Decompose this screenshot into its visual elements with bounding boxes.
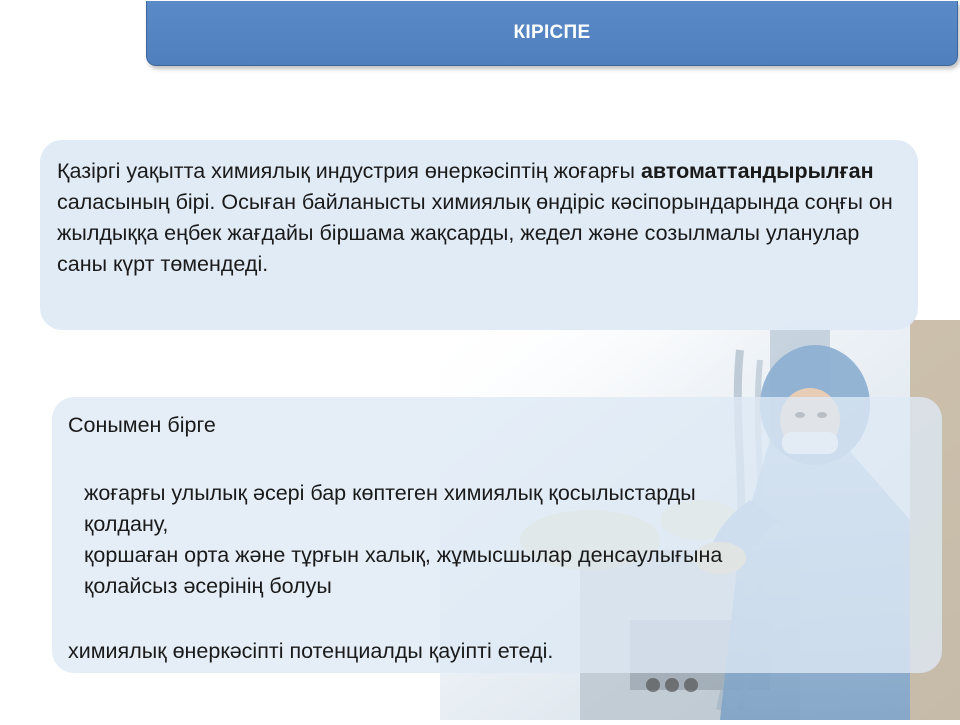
intro-text-start: Қазіргі уақытта химиялық индустрия өнеркәсіптің жоғарғы — [57, 159, 635, 183]
risk-item-1-line-2: қолдану, — [84, 512, 169, 536]
risks-conclusion: химиялық өнеркәсіпті потенциалды қауіпті етеді. — [68, 639, 554, 663]
intro-panel — [40, 140, 918, 330]
intro-bold-term: автоматтандырылған — [640, 159, 874, 183]
risks-lead: Сонымен бірге — [68, 413, 216, 437]
section-header-tab — [146, 1, 958, 66]
risk-item-2-line-2: қолайсыз әсерінің болуы — [84, 574, 332, 598]
intro-paragraph — [57, 156, 907, 280]
section-title: КІРІСПЕ — [513, 22, 591, 43]
risk-item-2-line-1: қоршаған орта және тұрғын халық, жұмысшылар денсаулығына — [84, 543, 723, 567]
intro-text-end: саласының бірі. Осыған байланысты химиялық өндіріс кәсіпорындарында соңғы он жылдыққа еңбек жағдайы біршама жақсарды, жедел және созылмалы уланулар саны күрт төмендеді. — [57, 190, 893, 276]
risk-item-1-line-1: жоғарғы улылық әсері бар көптеген химиялық қосылыстарды — [84, 481, 696, 505]
